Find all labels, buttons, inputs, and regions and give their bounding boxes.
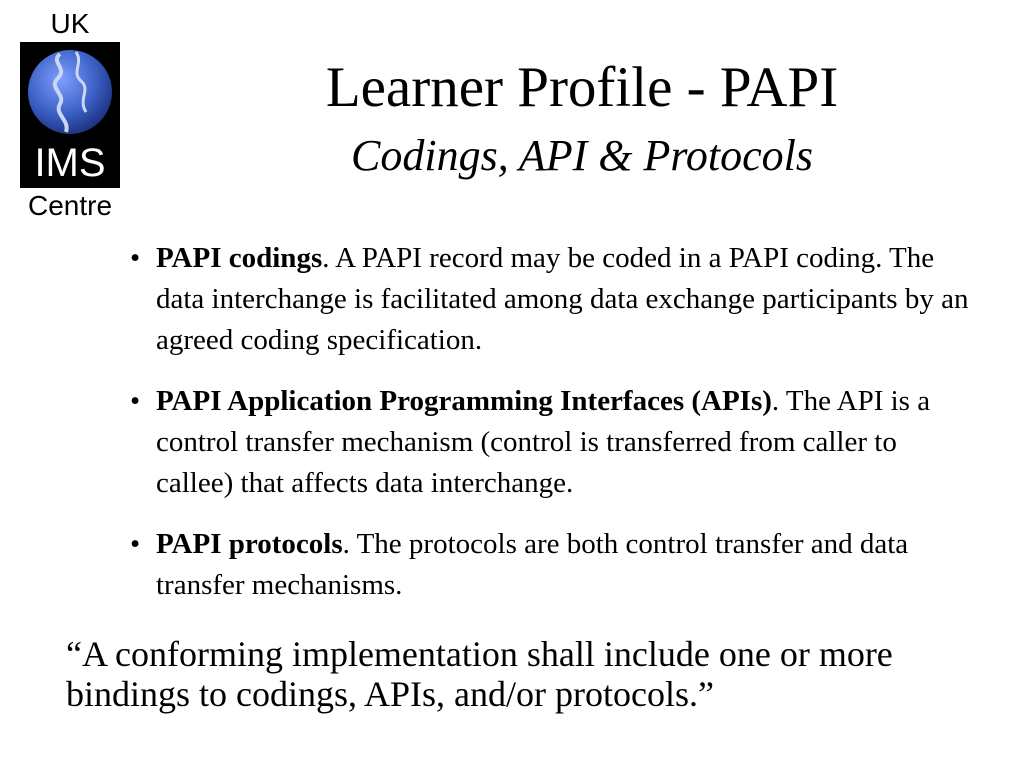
ims-logo: [20, 42, 120, 188]
bullet-text: . A PAPI record may be coded in a PAPI coding. The data interchange is facilitated among data exchange participants by an agreed coding specification.: [156, 242, 969, 356]
bullet-list: [130, 238, 970, 626]
bullet-term: PAPI codings: [156, 242, 323, 274]
bullet-icon: •: [130, 528, 141, 560]
slide-subtitle: Codings, API & Protocols: [351, 131, 813, 180]
bullet-item: [130, 381, 970, 504]
logo-badge-text: IMS: [34, 141, 106, 185]
bullet-icon: •: [130, 242, 141, 274]
bullet-text: . The protocols are both control transfer and data transfer mechanisms.: [156, 528, 909, 601]
bullet-term: PAPI protocols: [156, 528, 343, 560]
bullet-item: [130, 238, 970, 361]
globe-icon: [20, 42, 120, 188]
logo-bottom-label: Centre: [27, 190, 113, 221]
logo-top-label: UK: [50, 8, 90, 39]
bullet-icon: •: [130, 385, 141, 417]
bullet-item: [130, 524, 970, 606]
slide-title: Learner Profile - PAPI: [325, 56, 839, 119]
bullet-term: PAPI Application Programming Interfaces (APIs): [156, 385, 772, 417]
bullet-text: . The API is a control transfer mechanism (control is transferred from caller to callee) that affects data interchange.: [156, 385, 931, 499]
conformance-quote: “A conforming implementation shall include one or more bindings to codings, APIs, and/or protocols.”: [66, 634, 893, 714]
